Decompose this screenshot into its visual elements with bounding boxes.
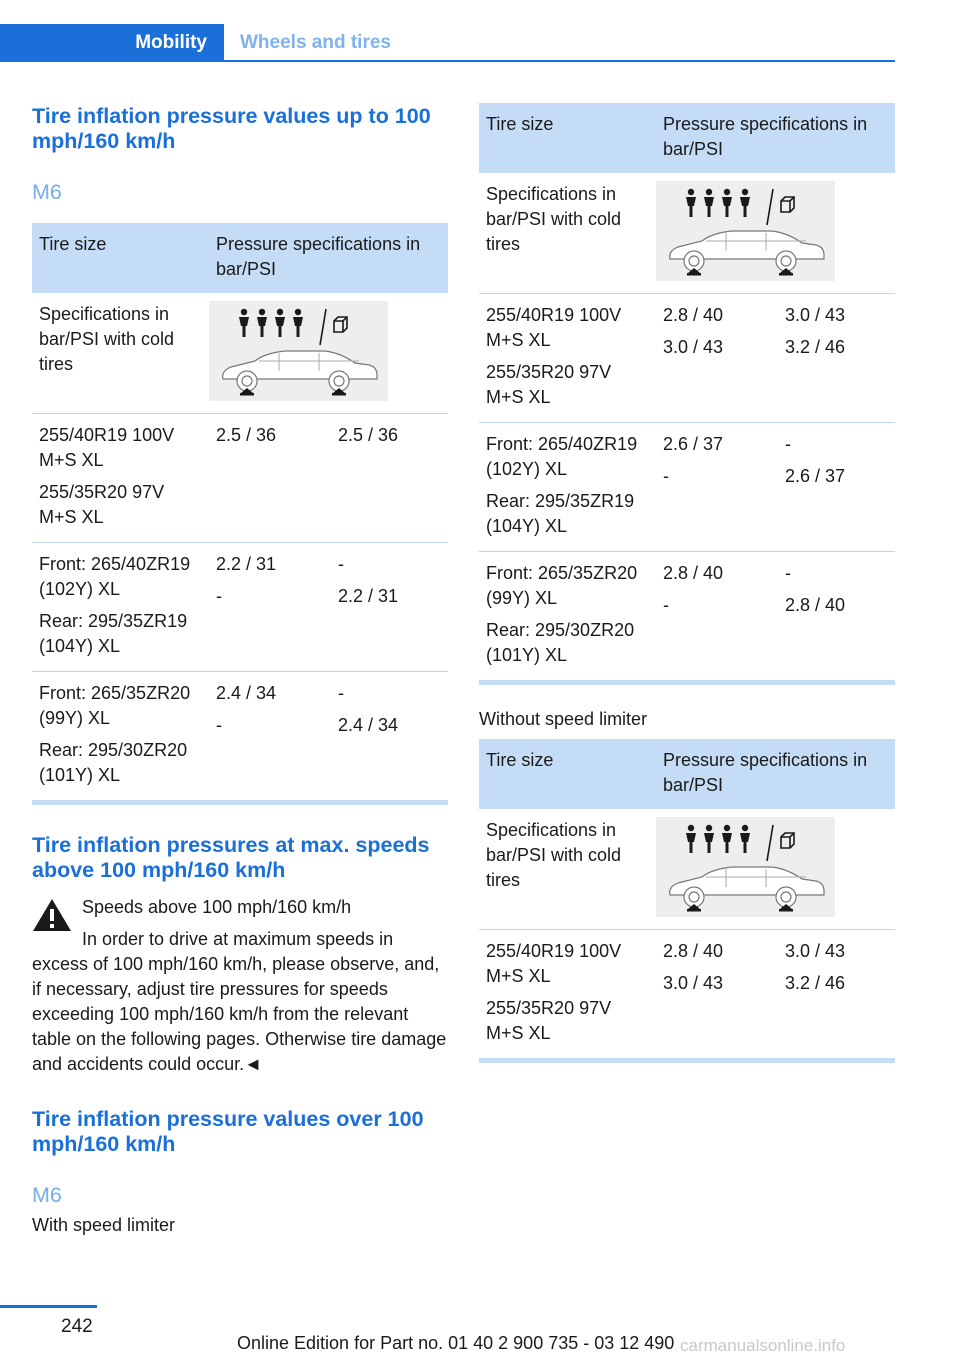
pressure-table-up-to-100	[32, 223, 448, 800]
table-row	[32, 414, 448, 543]
table-row	[32, 672, 448, 801]
right-column	[479, 103, 895, 1063]
pressure-value: 2.5 / 36	[338, 425, 399, 445]
without-speed-limiter-label: Without speed limiter	[479, 709, 648, 729]
pressure-value: 2.8 / 40	[785, 595, 846, 615]
tire-size: 255/40R19 100V M+S XL	[486, 305, 622, 350]
load-icon-panel	[656, 817, 835, 917]
table-row	[32, 543, 448, 672]
pressure-value: -	[785, 563, 791, 583]
section-title-up-to-100: Tire inflation pressure values up to 100 mph/160 km/h	[32, 104, 431, 153]
pressure-value: 2.2 / 31	[338, 586, 399, 606]
warning-body: In order to drive at maximum speeds in excess of 100 mph/160 km/h, please observe, and, if necessary, adjust tire pressures for speeds exceeding 100 mph/160 km/h from the relevant table on the following pages. Otherwise tire damage and accidents could occur.◄	[32, 929, 447, 1074]
spec-label: Specifications in bar/PSI with cold tires	[479, 173, 656, 294]
pressure-value: 3.0 / 43	[663, 337, 724, 357]
table-end-bar	[479, 1058, 895, 1063]
table-row	[479, 552, 895, 681]
tire-size: 255/35R20 97V M+S XL	[486, 362, 612, 407]
edition-note: Online Edition for Part no. 01 40 2 900 735 - 03 12 490	[237, 1333, 675, 1353]
pressure-value: 2.4 / 34	[216, 683, 277, 703]
left-column	[32, 104, 448, 1238]
col-header-pressure: Pressure specifications in bar/PSI	[209, 223, 448, 293]
tire-size: 255/40R19 100V M+S XL	[486, 941, 622, 986]
tire-size: Front: 265/35ZR20 (99Y) XL	[486, 563, 638, 608]
pressure-value: 2.2 / 31	[216, 554, 277, 574]
tire-size: 255/40R19 100V M+S XL	[39, 425, 175, 470]
warning-triangle-icon	[32, 897, 72, 933]
warning-block	[32, 895, 448, 1077]
warning-title: Speeds above 100 mph/160 km/h	[82, 897, 352, 917]
load-icon-panel	[209, 301, 388, 401]
tire-size: Front: 265/40ZR19 (102Y) XL	[39, 554, 191, 599]
tab-wheels-and-tires[interactable]: Wheels and tires	[240, 31, 391, 53]
spec-label: Specifications in bar/PSI with cold tires	[32, 293, 209, 414]
section-title-max-speeds: Tire inflation pressures at max. speeds above 100 mph/160 km/h	[32, 833, 430, 882]
footer-rule	[0, 1305, 97, 1308]
load-icon-panel	[656, 181, 835, 281]
tire-size: Front: 265/40ZR19 (102Y) XL	[486, 434, 638, 479]
spec-label: Specifications in bar/PSI with cold tires	[479, 809, 656, 930]
model-heading: M6	[32, 1183, 62, 1207]
pressure-table-with-limiter	[479, 103, 895, 680]
table-row	[479, 423, 895, 552]
model-heading: M6	[32, 180, 62, 204]
pressure-value: 3.2 / 46	[785, 973, 846, 993]
pressure-value: -	[216, 715, 222, 735]
pressure-value: 2.6 / 37	[785, 466, 846, 486]
pressure-value: 2.4 / 34	[338, 715, 399, 735]
with-speed-limiter-label: With speed limiter	[32, 1215, 176, 1235]
pressure-value: 2.8 / 40	[663, 941, 724, 961]
pressure-value: 2.6 / 37	[663, 434, 724, 454]
col-header-tire-size: Tire size	[32, 223, 209, 293]
pressure-value: 2.5 / 36	[216, 425, 277, 445]
pressure-value: 2.8 / 40	[663, 305, 724, 325]
pressure-value: -	[785, 434, 791, 454]
col-header-tire-size: Tire size	[479, 103, 656, 173]
tire-size: Rear: 295/30ZR20 (101Y) XL	[486, 620, 635, 665]
tire-size: 255/35R20 97V M+S XL	[39, 482, 165, 527]
page-header	[0, 24, 895, 62]
tire-size: 255/35R20 97V M+S XL	[486, 998, 612, 1043]
tire-size: Front: 265/35ZR20 (99Y) XL	[39, 683, 191, 728]
tire-size: Rear: 295/35ZR19 (104Y) XL	[486, 491, 635, 536]
watermark: carmanualsonline.info	[680, 1336, 846, 1355]
pressure-value: -	[338, 683, 344, 703]
col-header-pressure: Pressure specifications in bar/PSI	[656, 103, 895, 173]
pressure-value: -	[338, 554, 344, 574]
pressure-value: -	[663, 595, 669, 615]
section-title-over-100: Tire inflation pressure values over 100 mph/160 km/h	[32, 1107, 424, 1156]
tire-size: Rear: 295/30ZR20 (101Y) XL	[39, 740, 188, 785]
pressure-value: -	[216, 586, 222, 606]
table-end-bar	[479, 680, 895, 685]
pressure-table-without-limiter	[479, 739, 895, 1058]
page-number: 242	[61, 1316, 93, 1337]
table-row	[479, 294, 895, 423]
pressure-value: 3.0 / 43	[785, 305, 846, 325]
table-row	[479, 930, 895, 1059]
table-end-bar	[32, 800, 448, 805]
tire-size: Rear: 295/35ZR19 (104Y) XL	[39, 611, 188, 656]
col-header-tire-size: Tire size	[479, 739, 656, 809]
pressure-value: -	[663, 466, 669, 486]
pressure-value: 3.0 / 43	[663, 973, 724, 993]
tab-mobility[interactable]: Mobility	[0, 24, 224, 61]
col-header-pressure: Pressure specifications in bar/PSI	[656, 739, 895, 809]
pressure-value: 3.2 / 46	[785, 337, 846, 357]
pressure-value: 3.0 / 43	[785, 941, 846, 961]
pressure-value: 2.8 / 40	[663, 563, 724, 583]
